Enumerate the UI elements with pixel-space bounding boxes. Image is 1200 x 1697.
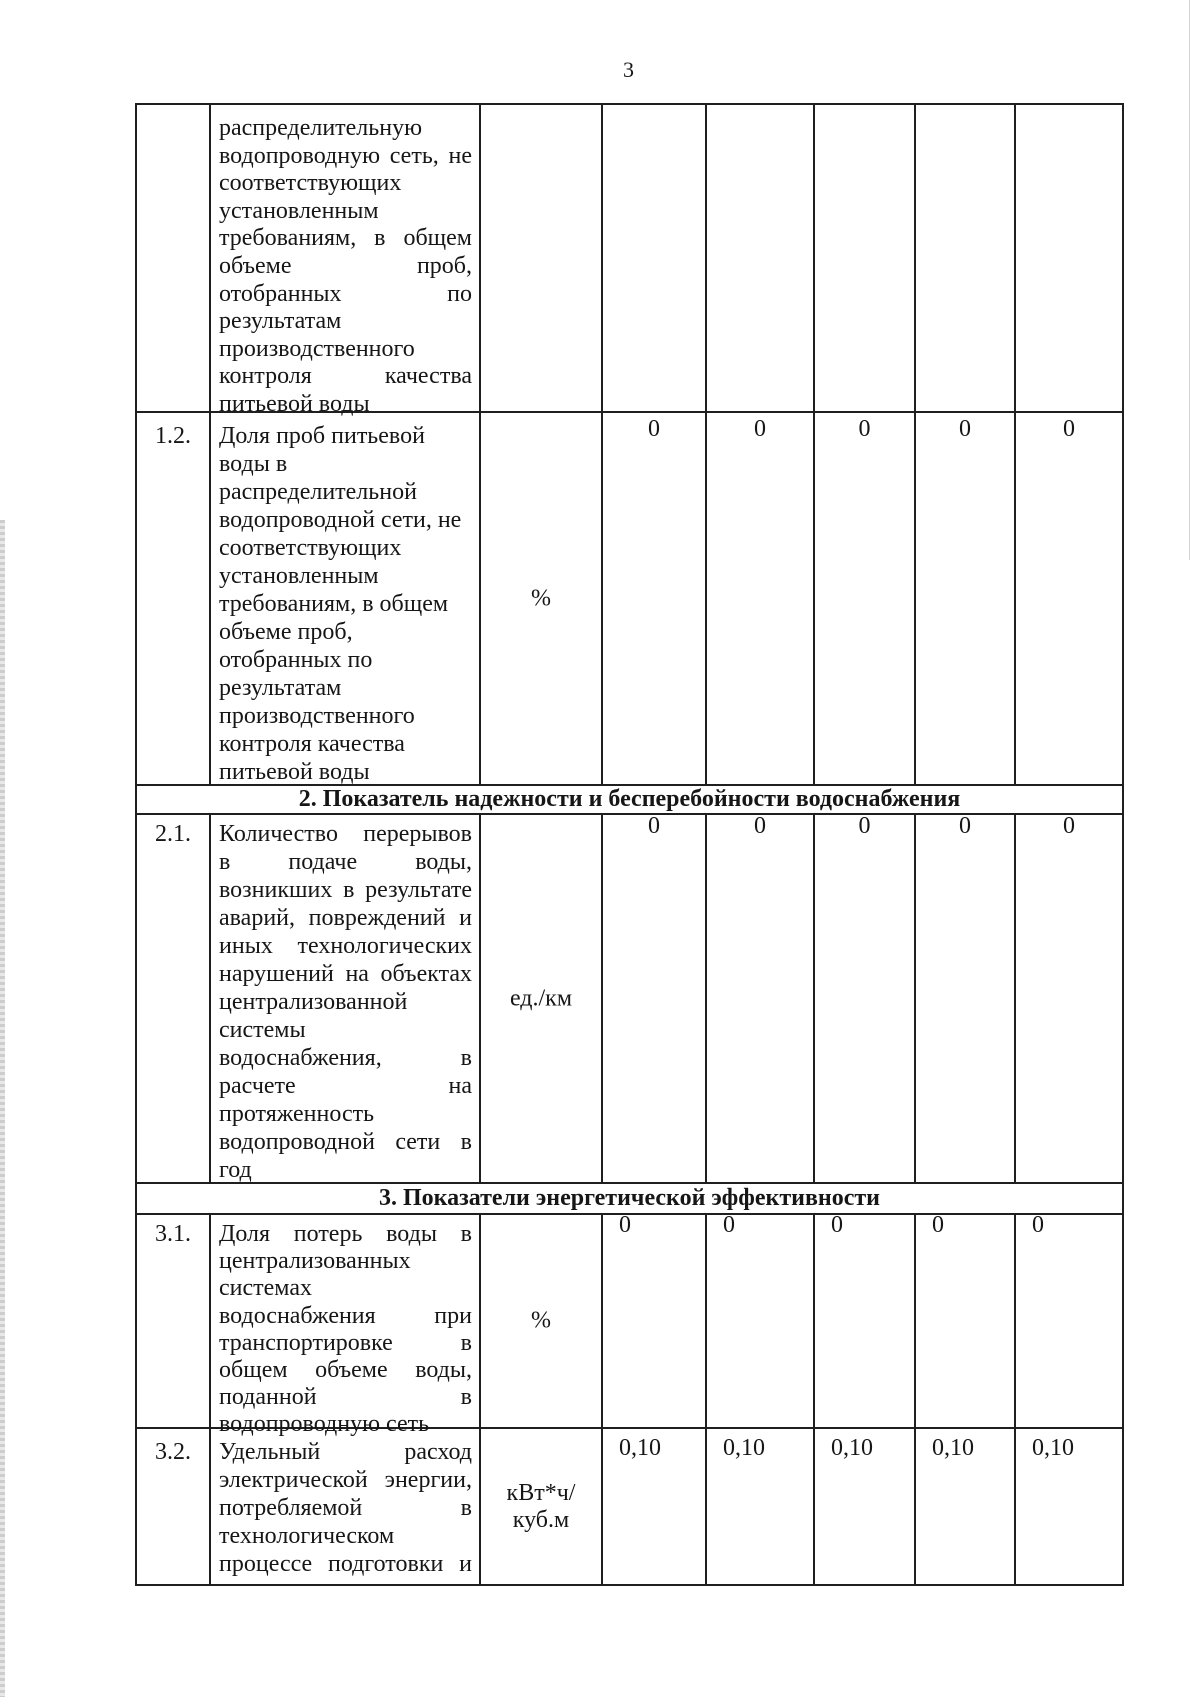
row-number-cell xyxy=(136,1214,210,1428)
table-row xyxy=(136,104,1123,412)
row-number: 3.1. xyxy=(155,1221,191,1247)
table-body xyxy=(136,104,1123,1585)
description-text xyxy=(219,1438,472,1578)
table-row xyxy=(136,814,1123,1183)
unit-text xyxy=(481,585,601,612)
text-line: поданной в xyxy=(219,1384,472,1411)
text-line: водоснабжения, в xyxy=(219,1045,472,1071)
table-row xyxy=(136,1428,1123,1585)
indicator-description xyxy=(210,104,480,417)
value-col-1 xyxy=(602,814,706,1183)
text-line: протяженность xyxy=(219,1101,375,1127)
text-line: питьевой воды xyxy=(219,759,370,785)
text-line: ед./км xyxy=(509,985,573,1011)
table-row xyxy=(136,412,1123,785)
text-line: производственного xyxy=(219,703,415,729)
value-col-3 xyxy=(814,814,915,1183)
scan-edge-left xyxy=(0,520,5,1697)
row-number-cell xyxy=(136,412,210,785)
value-col-3 xyxy=(814,412,915,785)
description-text xyxy=(219,820,472,1184)
text-line: водопроводную сеть xyxy=(219,1411,430,1438)
text-line: системах xyxy=(219,1275,312,1302)
indicator-description xyxy=(210,412,480,785)
text-line: иных технологических xyxy=(219,933,472,959)
unit-cell xyxy=(480,104,602,412)
text-line: нарушений на объектах xyxy=(219,961,472,987)
text-line: установленным xyxy=(219,563,379,589)
text-line: распределительную xyxy=(219,115,423,141)
value-col-3 xyxy=(814,1214,915,1428)
text-line: централизованной xyxy=(219,989,408,1015)
value-text: 0 xyxy=(648,416,660,442)
unit-cell xyxy=(480,412,602,785)
section-row xyxy=(136,785,1123,814)
row-number: 3.2. xyxy=(155,1439,191,1465)
value-text: 0 xyxy=(1063,416,1075,442)
text-line: электрической энергии, xyxy=(219,1467,472,1493)
row-number-cell xyxy=(136,814,210,1183)
value-col-4 xyxy=(915,1214,1015,1428)
text-line: год xyxy=(219,1157,252,1183)
value-text: 0,10 xyxy=(831,1435,873,1461)
value-col-3 xyxy=(814,104,915,412)
text-line: питьевой воды xyxy=(219,390,370,417)
unit-text xyxy=(481,985,601,1012)
text-line: требованиям, в общем xyxy=(219,591,449,617)
text-line: расчете на xyxy=(219,1073,472,1099)
unit-cell xyxy=(480,814,602,1183)
text-line: % xyxy=(531,1307,551,1334)
text-line: водопроводную сеть, не xyxy=(219,142,472,169)
indicator-description xyxy=(210,1214,480,1438)
text-line: производственного xyxy=(219,335,415,362)
text-line: соответствующих xyxy=(219,170,402,197)
text-line: контроля качества xyxy=(219,363,472,390)
value-text: 0 xyxy=(1032,1212,1044,1238)
row-number: 1.2. xyxy=(155,423,191,449)
value-text: 0 xyxy=(932,1212,944,1238)
text-line: потребляемой в xyxy=(219,1495,472,1521)
value-text: 0 xyxy=(754,416,766,442)
text-line: общем объеме воды, xyxy=(219,1357,472,1384)
unit-text xyxy=(481,1480,601,1534)
value-text: 0,10 xyxy=(932,1435,974,1461)
text-line: установленным xyxy=(219,197,379,224)
text-line: Доля проб питьевой xyxy=(219,423,425,449)
value-col-4 xyxy=(915,104,1015,412)
value-text: 0 xyxy=(648,813,660,839)
value-col-5 xyxy=(1015,1214,1123,1428)
text-line: водопроводной сети, не xyxy=(219,507,462,533)
unit-cell xyxy=(480,1428,602,1585)
text-line: водоснабжения при xyxy=(219,1302,472,1329)
value-col-2 xyxy=(706,814,814,1183)
text-line: в подаче воды, xyxy=(219,849,472,875)
text-line: % xyxy=(531,585,551,611)
text-line: технологическом xyxy=(219,1523,395,1549)
text-line: результатам xyxy=(219,675,342,701)
text-line: соответствующих xyxy=(219,535,402,561)
text-line: Количество перерывов xyxy=(219,821,472,847)
text-line: контроля качества xyxy=(219,731,405,757)
value-col-4 xyxy=(915,412,1015,785)
text-line: объеме проб, xyxy=(219,619,353,645)
value-text: 0 xyxy=(858,416,871,442)
text-line: отобранных по xyxy=(219,647,373,673)
description-text xyxy=(219,1221,472,1439)
value-col-2 xyxy=(706,1214,814,1428)
text-line: возникших в результате xyxy=(219,877,472,903)
text-line: кВт*ч/ xyxy=(506,1479,576,1506)
value-col-5 xyxy=(1015,814,1123,1183)
description-text xyxy=(219,422,472,786)
value-col-1 xyxy=(602,412,706,785)
unit-cell xyxy=(480,1214,602,1428)
value-text: 0 xyxy=(754,813,766,839)
value-text: 0 xyxy=(959,416,971,442)
value-text: 0 xyxy=(723,1212,735,1238)
text-line: объеме проб, xyxy=(219,252,472,279)
value-col-2 xyxy=(706,104,814,412)
value-text: 0,10 xyxy=(619,1435,661,1461)
value-text: 0,10 xyxy=(1032,1435,1074,1461)
text-line: Удельный расход xyxy=(219,1439,472,1465)
value-col-3 xyxy=(814,1428,915,1585)
text-line: централизованных xyxy=(219,1248,411,1275)
value-col-2 xyxy=(706,412,814,785)
value-text: 0 xyxy=(1063,813,1075,839)
section-title: 3. Показатели энергетической эффективности xyxy=(136,1183,1123,1214)
unit-text xyxy=(481,1308,601,1335)
value-text: 0,10 xyxy=(723,1435,765,1461)
table-row xyxy=(136,1214,1123,1428)
text-line: отобранных по xyxy=(219,280,472,307)
indicator-description xyxy=(210,1428,480,1585)
row-number-cell xyxy=(136,1428,210,1585)
indicator-description xyxy=(210,814,480,1183)
text-line: Доля потерь воды в xyxy=(219,1221,472,1247)
scan-edge-right xyxy=(1189,0,1190,560)
text-line: процессе подготовки и xyxy=(219,1551,472,1577)
value-col-4 xyxy=(915,814,1015,1183)
text-line: воды в xyxy=(219,451,288,477)
text-line: водопроводной сети в xyxy=(219,1129,472,1155)
value-text: 0 xyxy=(831,1212,843,1238)
row-number-cell xyxy=(136,104,210,412)
indicators-table xyxy=(135,103,1124,1586)
text-line: транспортировке в xyxy=(219,1329,472,1356)
value-col-5 xyxy=(1015,104,1123,412)
description-text xyxy=(219,115,472,419)
text-line: аварий, повреждений и xyxy=(219,905,472,931)
value-col-1 xyxy=(602,1428,706,1585)
value-col-5 xyxy=(1015,1428,1123,1585)
text-line: результатам xyxy=(219,308,342,335)
text-line: системы xyxy=(219,1017,306,1043)
section-title: 2. Показатель надежности и бесперебойности водоснабжения xyxy=(136,785,1123,814)
value-col-4 xyxy=(915,1428,1015,1585)
value-text: 0 xyxy=(619,1212,631,1238)
section-row xyxy=(136,1183,1123,1214)
page-number: 3 xyxy=(623,57,634,82)
text-line: куб.м xyxy=(512,1506,570,1533)
value-text: 0 xyxy=(858,813,871,839)
value-col-1 xyxy=(602,1214,706,1428)
text-line: распределительной xyxy=(219,479,417,505)
value-col-5 xyxy=(1015,412,1123,785)
value-col-2 xyxy=(706,1428,814,1585)
row-number: 2.1. xyxy=(155,821,191,847)
value-col-1 xyxy=(602,104,706,412)
value-text: 0 xyxy=(959,813,971,839)
text-line: требованиям, в общем xyxy=(219,225,472,252)
